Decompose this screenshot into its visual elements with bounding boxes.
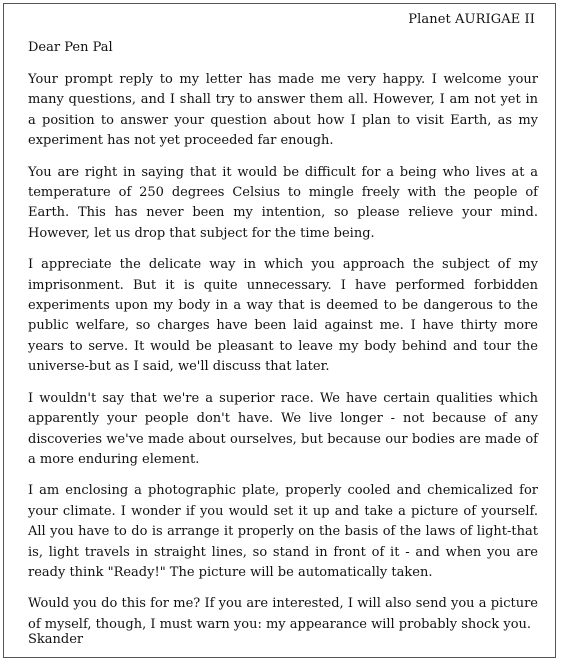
letter-paragraph: I wouldn't say that we're a superior race. We have certain qualities which apparently your people don't have. We live longer - not because of any discoveries we've made about ourselves, but because our bodies are made of a more enduring element.	[28, 390, 538, 467]
signature: Skander	[28, 632, 84, 647]
letter-paragraph: I am enclosing a photographic plate, properly cooled and chemicalized for your climate. I wonder if you would set it up and take a picture of yourself. All you have to do is arrange it properly on the basis of the laws of light-that is, light travels in straight lines, so stand in front of it - and when you are ready think "Ready!" The picture will be automatically taken.	[28, 483, 538, 580]
letter-paragraph: You are right in saying that it would be difficult for a being who lives at a temperature of 250 degrees Celsius to mingle freely with the people of Earth. This has never been my intention, so please relieve your mind. However, let us drop that subject for the time being.	[28, 164, 538, 241]
letter-paragraph: I appreciate the delicate way in which you approach the subject of my imprisonment. But it is quite unnecessary. I have performed forbidden experiments upon my body in a way that is deemed to be dangerous to the public welfare, so charges have been laid against me. I have thirty more years to serve. It would be pleasant to leave my body behind and tour the universe-but as I said, we'll discuss that later.	[28, 257, 538, 375]
salutation: Dear Pen Pal	[28, 40, 113, 55]
sender-location: Planet AURIGAE II	[408, 12, 535, 27]
letter-body	[28, 70, 538, 645]
letter-paragraph: Would you do this for me? If you are interested, I will also send you a picture of myself, though, I must warn you: my appearance will probably shock you.	[28, 596, 538, 632]
letter-paragraph: Your prompt reply to my letter has made me very happy. I welcome your many questions, and I shall try to answer them all. However, I am not yet in a position to answer your question about how I plan to visit Earth, as my experiment has not yet proceeded far enough.	[28, 72, 538, 149]
